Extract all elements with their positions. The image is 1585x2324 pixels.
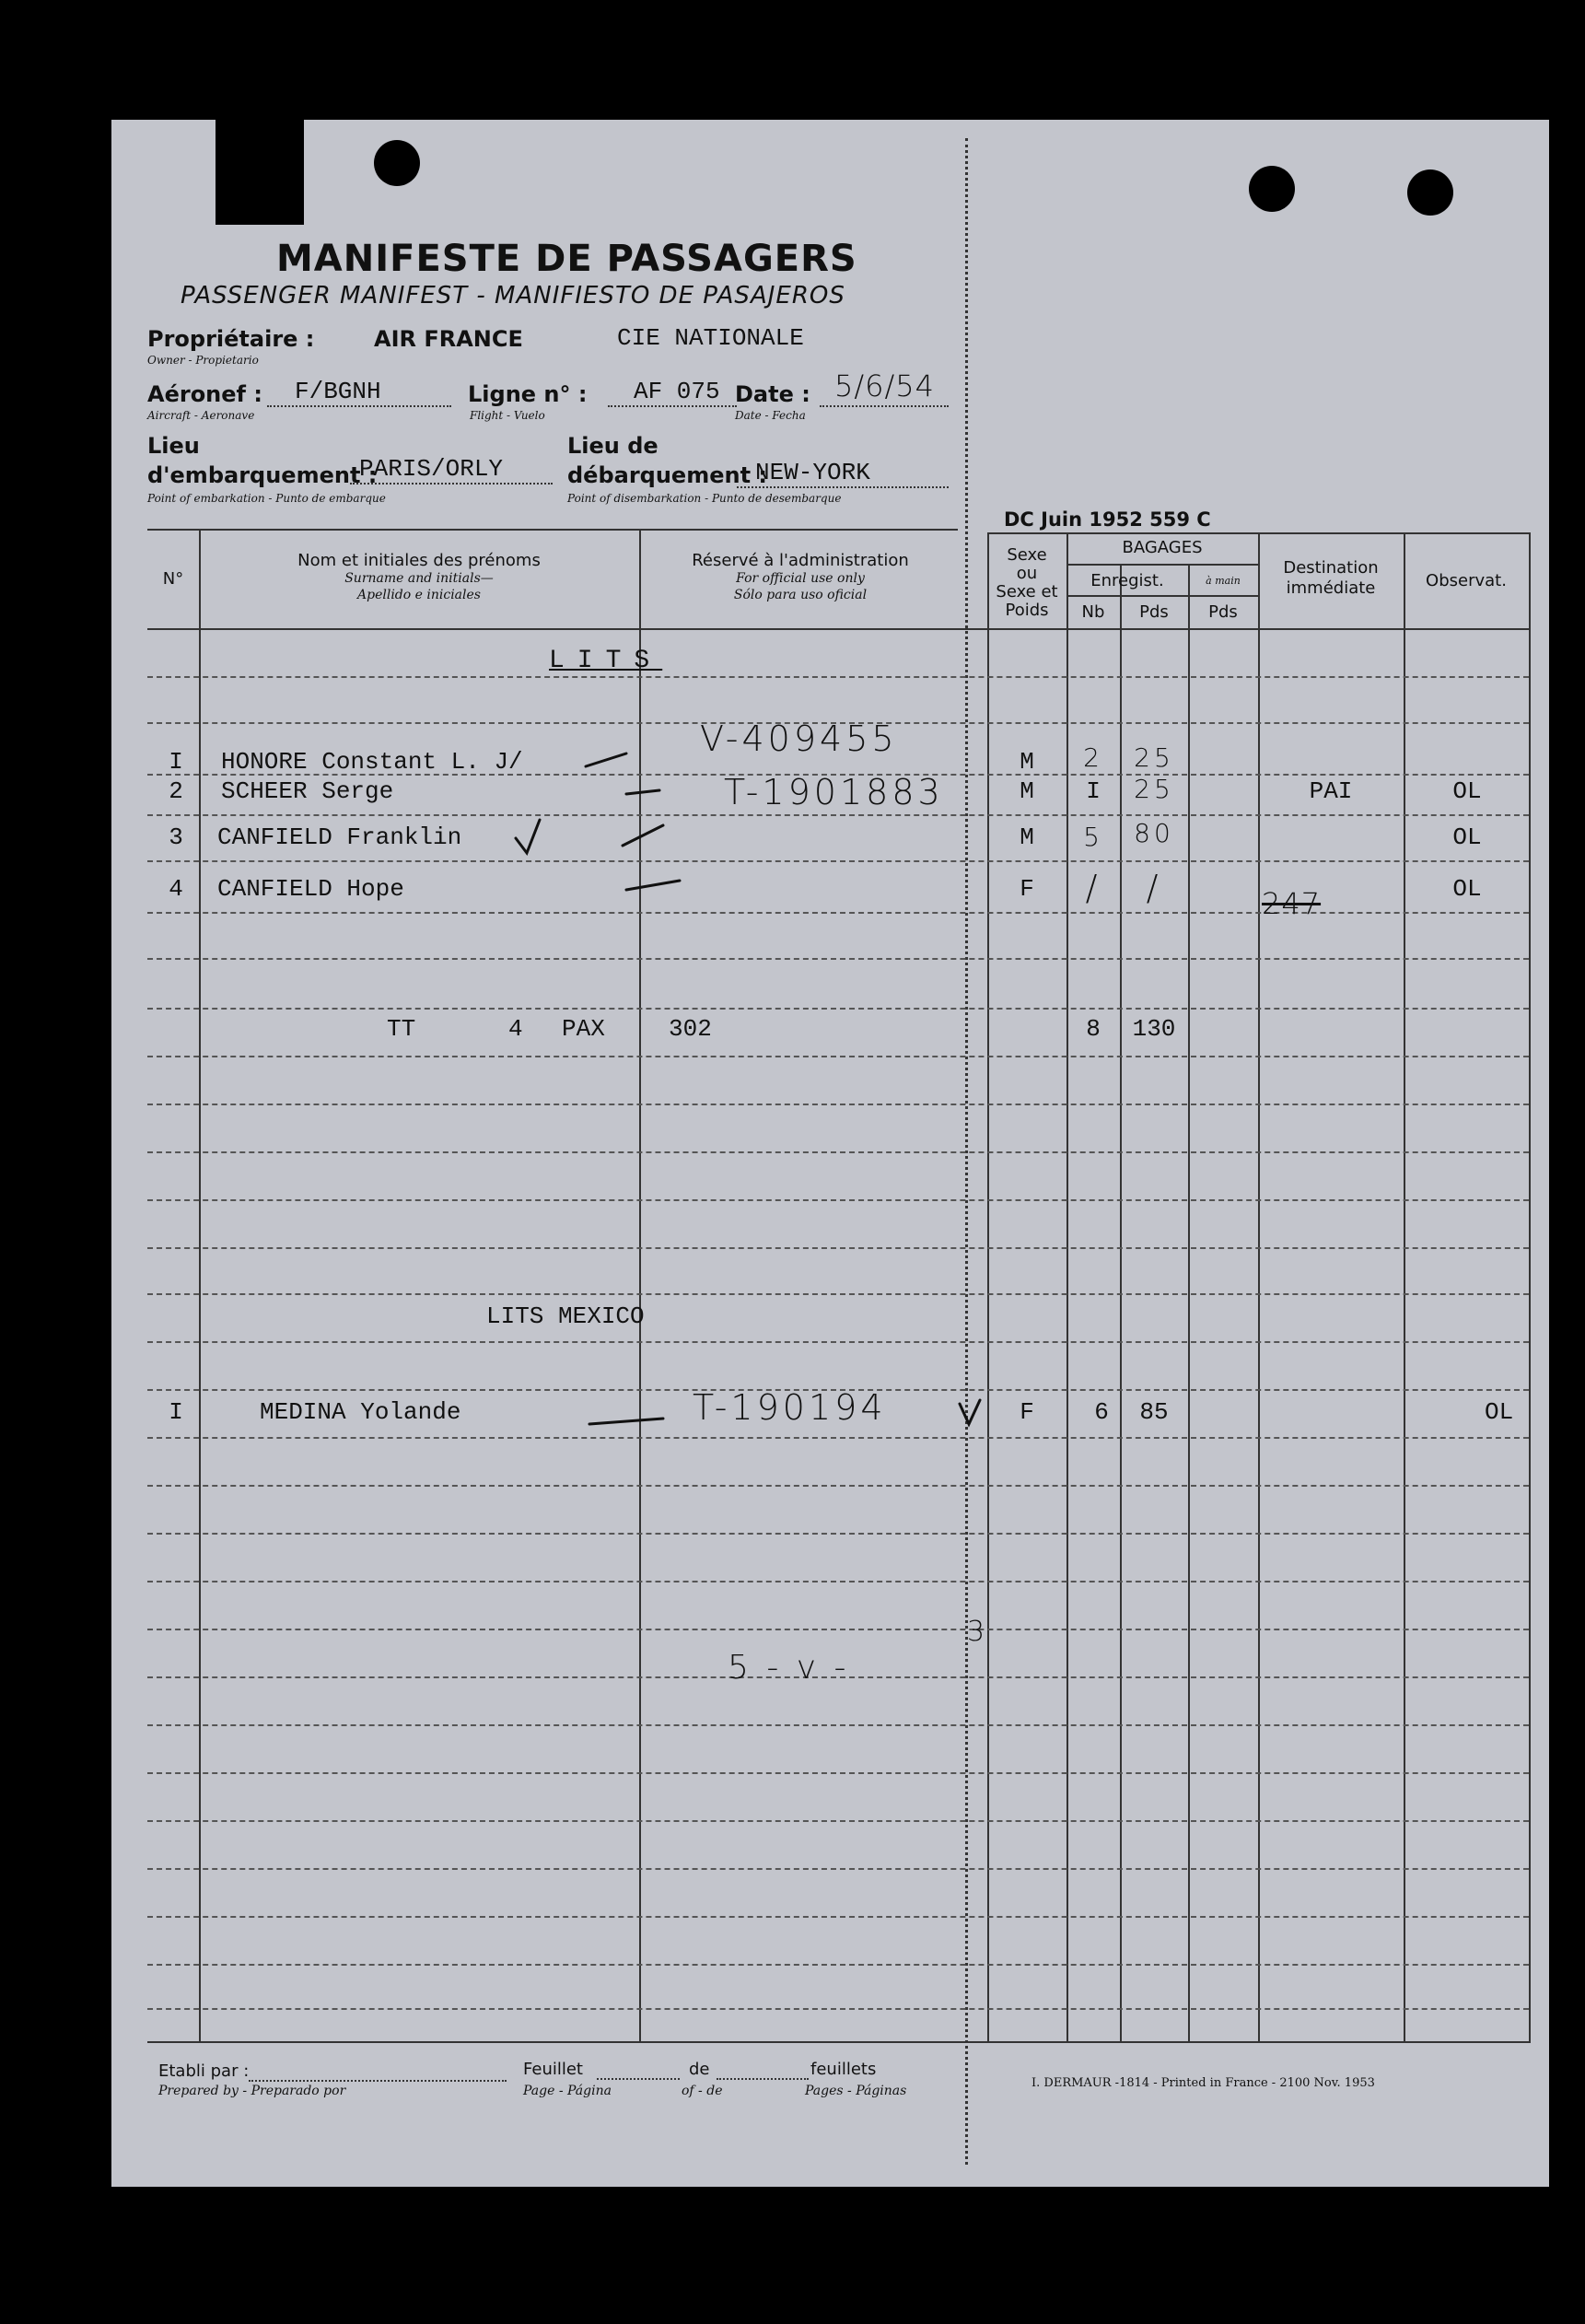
prepared-by-label: Etabli par :: [158, 2061, 250, 2081]
total-unit: PAX: [562, 1015, 605, 1043]
col-header-name-en: Surname and initials—: [344, 571, 494, 586]
col-header-admin-en: For official use only: [736, 571, 865, 586]
check-mark: [516, 820, 540, 853]
col-header-observ: Observat.: [1426, 571, 1507, 590]
tick-mark: [586, 753, 626, 766]
sex: M: [1020, 777, 1034, 805]
sheet-sublabel: Page - Página: [523, 2084, 612, 2098]
bag-count: I: [1086, 777, 1101, 805]
observation: OL: [1452, 875, 1482, 903]
sex: F: [1020, 875, 1034, 903]
passenger-name: CANFIELD Franklin: [217, 823, 462, 851]
tick-mark: [589, 1419, 663, 1424]
embarkation-value: PARIS/ORLY: [359, 455, 504, 483]
col-header-sex-3: Sexe et: [996, 582, 1058, 601]
of-label: de: [689, 2060, 710, 2079]
tick-mark: [626, 790, 659, 794]
embarkation-label-2: d'embarquement :: [147, 462, 378, 488]
observation: OL: [1485, 1398, 1514, 1426]
col-header-pds: Pds: [1139, 602, 1169, 622]
owner-typed: CIE NATIONALE: [617, 324, 804, 352]
date-label: Date :: [735, 381, 810, 407]
pen-scribble: 5 - v -: [728, 1649, 850, 1687]
embarkation-sublabel: Point of embarkation - Punto de embarque: [147, 492, 386, 505]
sheet-underline: [597, 2078, 680, 2080]
bag-weight: 85: [1139, 1398, 1169, 1426]
embarkation-label-1: Lieu: [147, 433, 200, 459]
total-label: TT: [387, 1015, 416, 1043]
sex: M: [1020, 748, 1034, 776]
col-header-sex-4: Poids: [1005, 601, 1049, 620]
page-subtitle: PASSENGER MANIFEST - MANIFIESTO DE PASAJEROS: [181, 282, 845, 309]
aircraft-value: F/BGNH: [295, 378, 381, 405]
destination: 247: [1262, 886, 1322, 921]
tick-mark: [623, 825, 663, 846]
admin-code: T-190194: [693, 1387, 887, 1428]
printer-imprint: I. DERMAUR -1814 - Printed in France - 2100 Nov. 1953: [1031, 2076, 1375, 2090]
sex: M: [1020, 823, 1034, 851]
passenger-name: CANFIELD Hope: [217, 875, 404, 903]
of-sublabel: of - de: [682, 2084, 723, 2098]
row-number: 4: [169, 875, 183, 903]
col-header-hand: à main: [1206, 575, 1241, 587]
flight-value: AF 075: [634, 378, 720, 405]
admin-code: T-1901883: [724, 772, 944, 812]
passenger-name: HONORE Constant L. J/: [221, 748, 523, 776]
destination: PAI: [1309, 777, 1353, 805]
flight-sublabel: Flight - Vuelo: [470, 409, 545, 422]
aircraft-sublabel: Aircraft - Aeronave: [147, 409, 255, 422]
row-number: 3: [169, 823, 183, 851]
section-heading: LITS: [549, 647, 663, 675]
disembarkation-label-1: Lieu de: [567, 433, 658, 459]
col-header-name: Nom et initiales des prénoms: [297, 551, 541, 570]
date-sublabel: Date - Fecha: [735, 409, 806, 422]
observation: OL: [1452, 823, 1482, 851]
col-header-sex-2: ou: [1016, 564, 1038, 583]
passenger-name: SCHEER Serge: [221, 777, 394, 805]
bag-count: /: [1085, 868, 1101, 908]
page-title: MANIFESTE DE PASSAGERS: [276, 238, 857, 280]
passenger-name: MEDINA Yolande: [260, 1398, 461, 1426]
aircraft-label: Aéronef :: [147, 381, 262, 407]
owner-label: Propriétaire :: [147, 326, 315, 352]
tick-mark: [626, 881, 680, 890]
bag-weight: 25: [1134, 774, 1174, 804]
bag-count: 5: [1083, 822, 1103, 852]
bag-count: 2: [1083, 742, 1103, 773]
of-underline: [717, 2078, 809, 2080]
total-count: 4: [508, 1015, 523, 1043]
form-code: DC Juin 1952 559 C: [1004, 508, 1211, 531]
col-header-nb: Nb: [1081, 602, 1105, 622]
row-number: I: [169, 1398, 183, 1426]
total-admin: 302: [669, 1015, 712, 1043]
disembarkation-label-2: débarquement :: [567, 462, 768, 488]
disembarkation-value: NEW-YORK: [755, 459, 870, 486]
sheet-label: Feuillet: [523, 2060, 583, 2079]
bag-weight: 25: [1134, 742, 1174, 773]
col-header-no: N°: [162, 569, 184, 589]
owner-printed: AIR FRANCE: [374, 326, 523, 352]
col-header-bagages: BAGAGES: [1122, 538, 1203, 557]
pen-digit: 3: [967, 1616, 989, 1648]
row-number: I: [169, 748, 183, 776]
col-header-admin-es: Sólo para uso oficial: [733, 588, 868, 602]
prepared-by-underline: [249, 2080, 507, 2082]
col-header-name-es: Apellido e iniciales: [357, 588, 481, 602]
col-header-pds2: Pds: [1208, 602, 1238, 622]
disembarkation-sublabel: Point of disembarkation - Punto de desembarque: [567, 492, 842, 505]
row-number: 2: [169, 777, 183, 805]
bag-weight: /: [1146, 868, 1162, 908]
prepared-by-sublabel: Prepared by - Preparado por: [158, 2084, 346, 2098]
col-header-enregist: Enregist.: [1090, 571, 1164, 590]
bag-weight: 80: [1134, 818, 1174, 848]
sex: F: [1020, 1398, 1034, 1426]
col-header-sex-1: Sexe: [1007, 545, 1047, 565]
observation: OL: [1452, 777, 1482, 805]
bag-count: 6: [1094, 1398, 1109, 1426]
section-heading: LITS MEXICO: [486, 1302, 645, 1330]
total-bag-count: 8: [1086, 1015, 1101, 1043]
date-value: 5/6/54: [834, 368, 935, 403]
col-header-dest-2: immédiate: [1286, 578, 1376, 598]
col-header-dest-1: Destination: [1283, 558, 1379, 578]
col-header-admin: Réservé à l'administration: [692, 551, 909, 570]
owner-sublabel: Owner - Propietario: [147, 354, 259, 367]
admin-code: V-409455: [700, 718, 898, 759]
check-mark: [960, 1400, 980, 1424]
sheets-label: feuillets: [810, 2060, 877, 2079]
sheets-sublabel: Pages - Páginas: [805, 2084, 907, 2098]
total-bag-weight: 130: [1132, 1015, 1176, 1043]
flight-label: Ligne n° :: [468, 381, 588, 407]
